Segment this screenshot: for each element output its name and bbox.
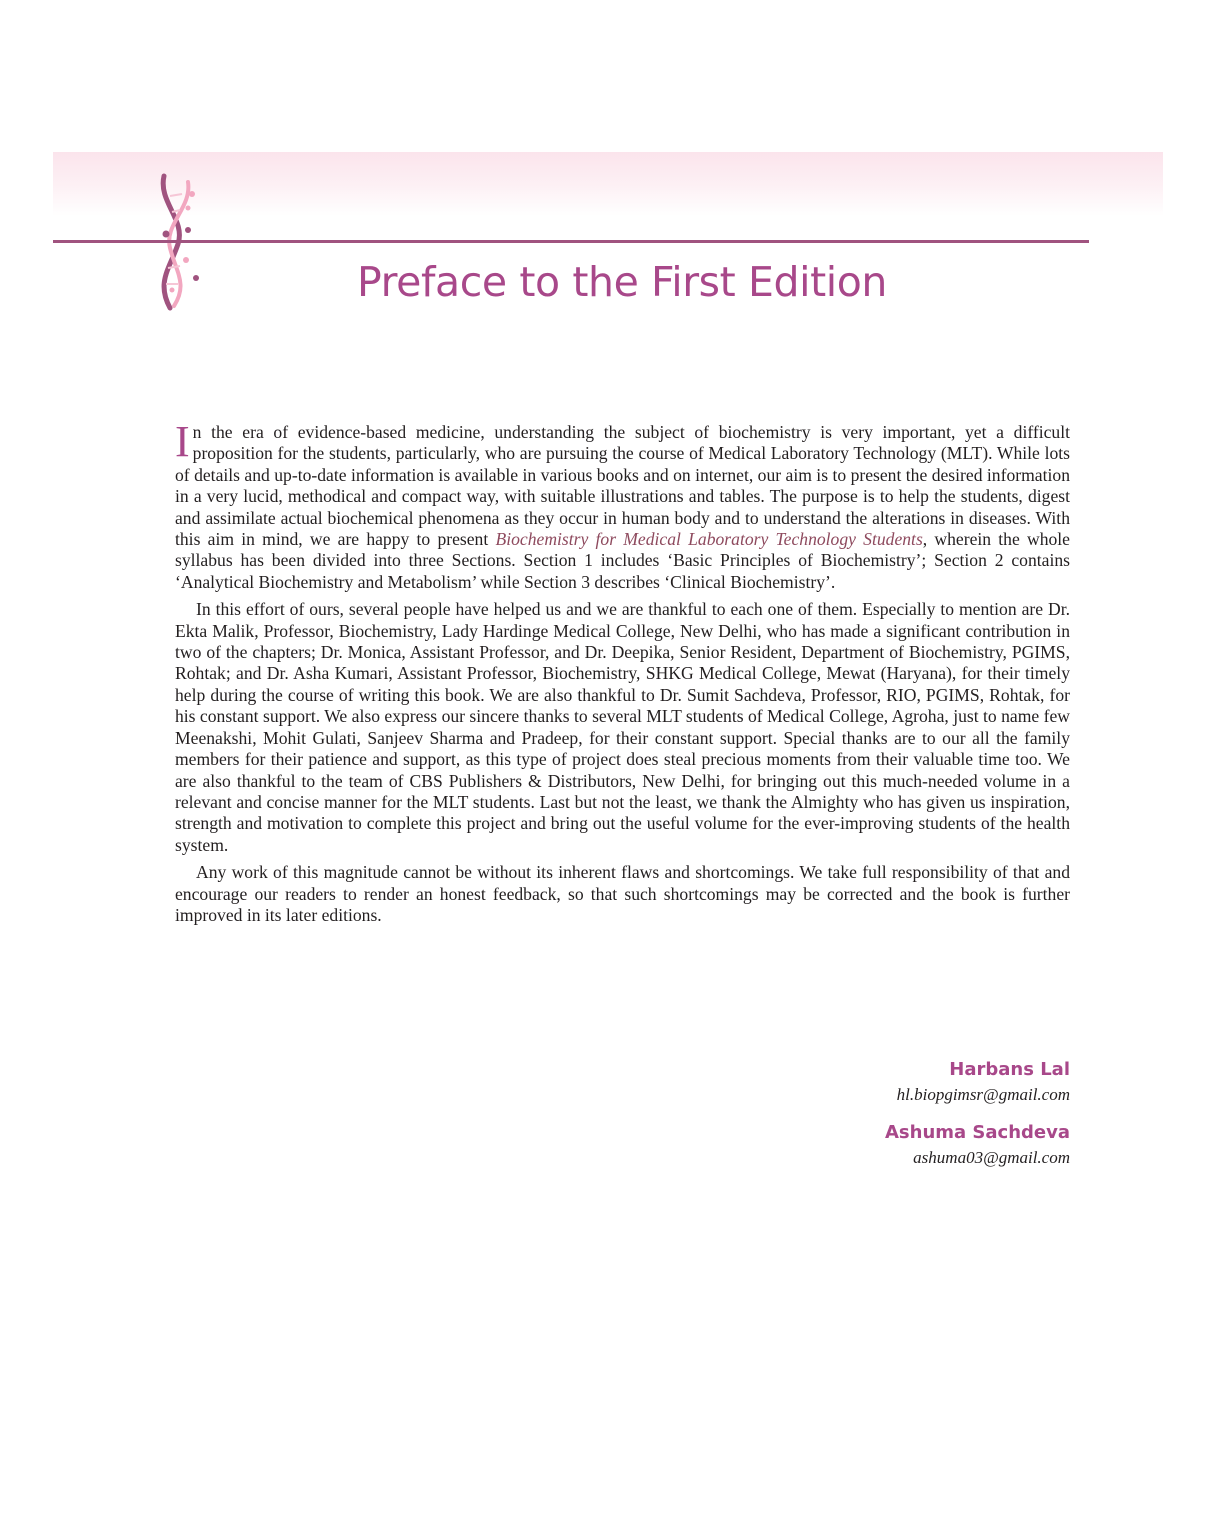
author-block xyxy=(885,1121,1070,1171)
author-name: Harbans Lal xyxy=(949,1059,1070,1080)
paragraph-2: In this effort of ours, several people have helped us and we are thankful to each one of them. Especially to mention are Dr. Ekta Malik, Professor, Biochemistry, Lady Hardinge Medical College, New Delhi, who has made a significant contribution in two of the chapters; Dr. Monica, Assistant Professor, and Dr. Deepika, Senior Resident, Department of Biochemistry, PGIMS, Rohtak; and Dr. Asha Kumari, Assistant Professor, Biochemistry, SHKG Medical College, Mewat (Haryana), for their timely help during the course of writing this book. We are also thankful to Dr. Sumit Sachdeva, Professor, RIO, PGIMS, Rohtak, for his constant support. We also express our sincere thanks to several MLT students of Medical College, Agroha, just to name few Meenakshi, Mohit Gulati, Sanjeev Sharma and Pradeep, for their constant support. Special thanks are to our all the family members for their patience and support, as this type of project does steal precious moments from their valuable time too. We are also thankful to the team of CBS Publishers & Distributors, New Delhi, for bringing out this much-needed volume in a relevant and concise manner for the MLT students. Last but not the least, we thank the Almighty who has given us inspiration, strength and motivation to complete this project and bring out the useful volume for the ever-improving students of the health system. xyxy=(175,599,1070,855)
preface-body xyxy=(175,417,1070,932)
drop-cap: I xyxy=(175,417,190,466)
author-signatures xyxy=(885,1058,1070,1171)
header-band xyxy=(53,152,1163,216)
paragraph-1-text-start: n the era of evidence-based medicine, understanding the subject of biochemistry is very important, yet a difficult proposition for the students, particularly, who are pursuing the course of Medical Laboratory Technology (MLT). While lots of details and up-to-date information is available in various books and on internet, our aim is to present the desired information in a very lucid, methodical and compact way, with suitable illustrations and tables. The purpose is to help the students, digest and assimilate actual biochemical phenomena as they occur in human body and to understand the alterations in diseases. With this aim in mind, we are happy to present xyxy=(175,422,1070,550)
header-rule xyxy=(53,240,1089,243)
paragraph-1-text-end: , wherein the whole syllabus has been divided into three Sections. Section 1 includes ‘Basic Principles of Biochemistry’; Section 2 contains ‘Analytical Biochemistry and Metabolism’ while Section 3 describes ‘Clinical Biochemistry’. xyxy=(175,529,1070,592)
book-title: Biochemistry for Medical Laboratory Technology Students xyxy=(495,529,923,550)
paragraph-1 xyxy=(175,417,1070,593)
paragraph-3: Any work of this magnitude cannot be without its inherent flaws and shortcomings. We take full responsibility of that and encourage our readers to render an honest feedback, so that such shortcomings may be corrected and the book is further improved in its later editions. xyxy=(175,862,1070,925)
author-email: hl.biopgimsr@gmail.com xyxy=(896,1085,1070,1104)
author-email: ashuma03@gmail.com xyxy=(913,1148,1070,1167)
author-block xyxy=(885,1058,1070,1108)
page-title: Preface to the First Edition xyxy=(356,258,888,306)
author-name: Ashuma Sachdeva xyxy=(884,1122,1070,1143)
